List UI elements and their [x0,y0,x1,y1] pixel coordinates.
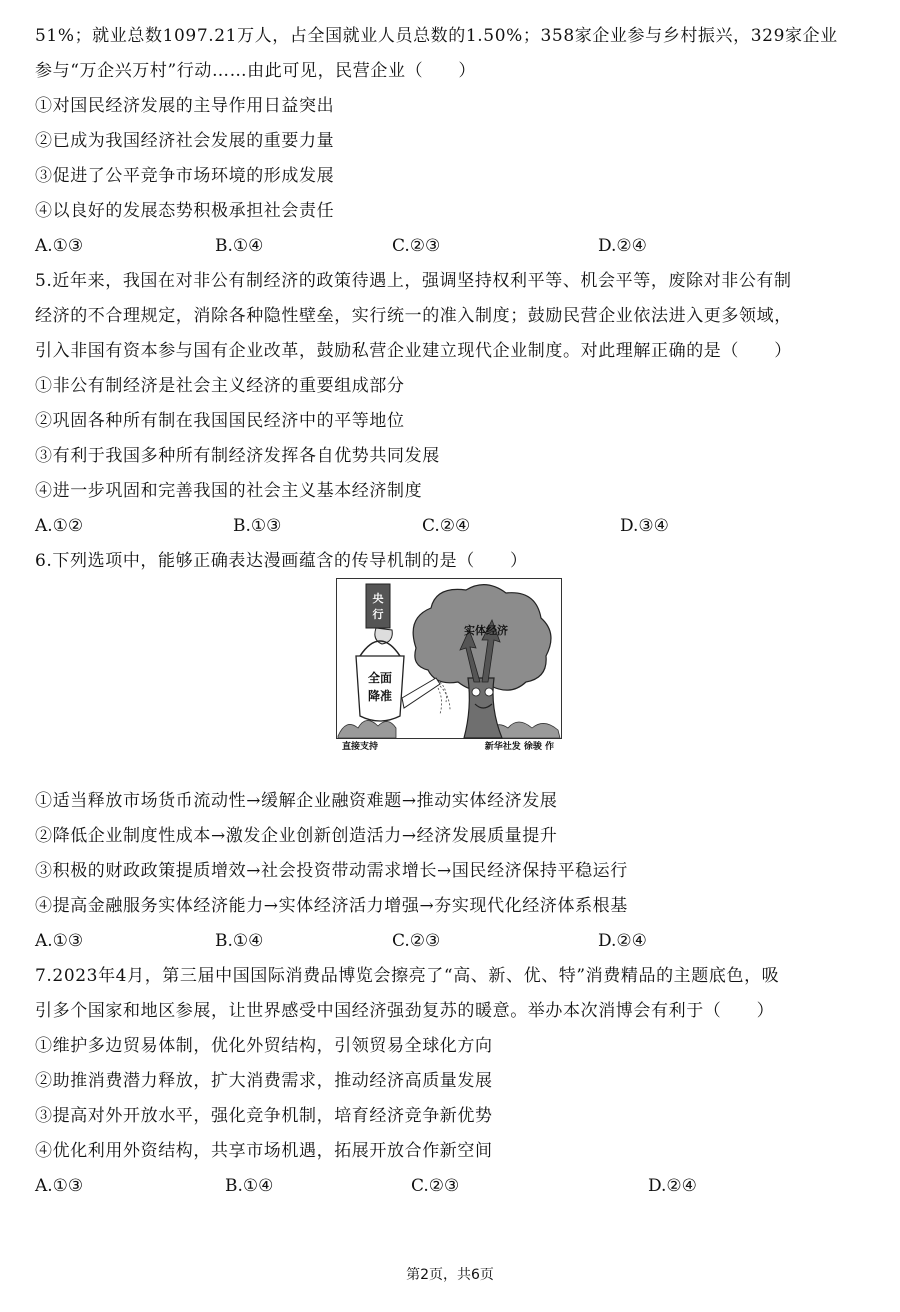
can-label-bottom: 降准 [367,689,393,703]
q4-option-d[interactable]: D.②④ [598,236,647,256]
q6-option-c[interactable]: C.②③ [392,931,441,951]
tree-eye-icon [472,688,480,696]
can-label-top: 全面 [367,671,393,685]
q5-stem-line: 5.近年来，我国在对非公有制经济的政策待遇上，强调坚持权利平等、机会平等，废除对非公有制 [35,271,792,291]
cartoon-caption-title: 直接支持 [342,742,379,752]
q4-option-a[interactable]: A.①③ [35,236,84,256]
q7-item: ①维护多边贸易体制，优化外贸结构，引领贸易全球化方向 [35,1036,493,1056]
q4-stem-line: 51%；就业总数1097.21万人，占全国就业人员总数的1.50%；358家企业参与乡村振兴，329家企业 [35,26,838,46]
q5-option-c[interactable]: C.②④ [422,516,471,536]
q7-item: ④优化利用外资结构，共享市场机遇，拓展开放合作新空间 [35,1141,493,1161]
q4-stem-line: 参与“万企兴万村”行动……由此可见，民营企业（ ） [35,61,476,81]
q5-option-d[interactable]: D.③④ [620,516,669,536]
q6-item: ①适当释放市场货币流动性→缓解企业融资难题→推动实体经济发展 [35,791,558,811]
tree-canopy [413,585,551,691]
bank-sign [366,584,390,628]
q5-item: ②巩固各种所有制在我国国民经济中的平等地位 [35,411,405,431]
q6-item: ④提高金融服务实体经济能力→实体经济活力增强→夯实现代化经济体系根基 [35,896,628,916]
q7-item: ②助推消费潜力释放，扩大消费需求，推动经济高质量发展 [35,1071,493,1091]
q4-option-c[interactable]: C.②③ [392,236,441,256]
tree-eye-icon [485,688,493,696]
q7-item: ③提高对外开放水平，强化竞争机制，培育经济竞争新优势 [35,1106,493,1126]
cartoon-image [336,578,562,752]
page-number: 第2页，共6页 [406,1267,494,1283]
q6-item: ③积极的财政政策提质增效→社会投资带动需求增长→国民经济保持平稳运行 [35,861,628,881]
q5-option-b[interactable]: B.①③ [233,516,282,536]
q6-option-a[interactable]: A.①③ [35,931,84,951]
q4-option-b[interactable]: B.①④ [215,236,264,256]
q5-stem-line: 经济的不合理规定，消除各种隐性壁垒，实行统一的准入制度；鼓励民营企业依法进入更多领域， [35,306,792,326]
q7-option-a[interactable]: A.①③ [35,1176,84,1196]
bank-label-bottom: 行 [372,608,384,621]
q7-option-c[interactable]: C.②③ [411,1176,460,1196]
q4-item: ③促进了公平竞争市场环境的形成发展 [35,166,335,186]
q5-option-a[interactable]: A.①② [35,516,84,536]
bank-label-top: 央 [372,592,384,605]
q6-option-d[interactable]: D.②④ [598,931,647,951]
q6-item: ②降低企业制度性成本→激发企业创新创造活力→经济发展质量提升 [35,826,558,846]
q4-item: ①对国民经济发展的主导作用日益突出 [35,96,335,116]
q4-item: ②已成为我国经济社会发展的重要力量 [35,131,335,151]
q6-stem: 6.下列选项中，能够正确表达漫画蕴含的传导机制的是（ ） [35,551,528,571]
q7-stem-line: 7.2023年4月，第三届中国国际消费品博览会擦亮了“高、新、优、特”消费精品的主题底色，吸 [35,966,780,986]
q6-option-b[interactable]: B.①④ [215,931,264,951]
q5-stem-line: 引入非国有资本参与国有企业改革，鼓励私营企业建立现代企业制度。对此理解正确的是（ ） [35,341,792,361]
cartoon-caption-credit: 新华社发 徐骏 作 [484,742,554,752]
q5-item: ①非公有制经济是社会主义经济的重要组成部分 [35,376,405,396]
q5-item: ④进一步巩固和完善我国的社会主义基本经济制度 [35,481,423,501]
q7-stem-line: 引多个国家和地区参展，让世界感受中国经济强劲复苏的暖意。举办本次消博会有利于（ ） [35,1001,775,1021]
q7-option-d[interactable]: D.②④ [648,1176,697,1196]
q7-option-b[interactable]: B.①④ [225,1176,274,1196]
q4-item: ④以良好的发展态势积极承担社会责任 [35,201,335,221]
tree-label: 实体经济 [464,624,508,637]
q5-item: ③有利于我国多种所有制经济发挥各自优势共同发展 [35,446,440,466]
